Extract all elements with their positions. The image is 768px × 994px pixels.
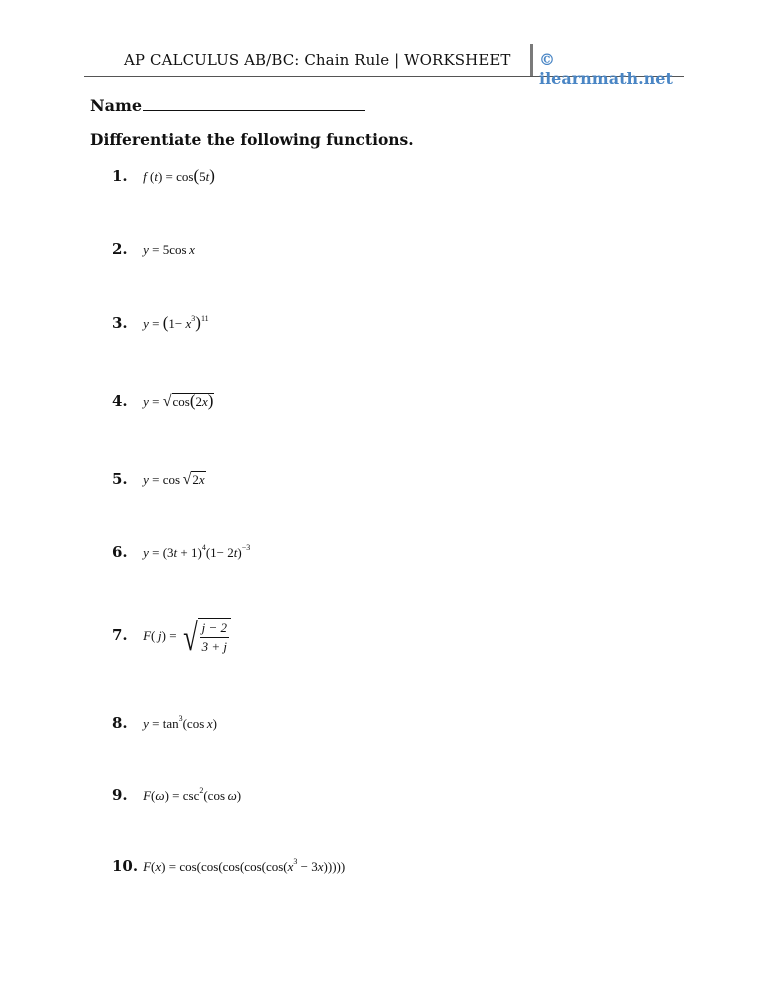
problem-expression: y = 5cos x (143, 242, 195, 257)
problem-number: 10. (112, 857, 139, 875)
problem-expression: $F(x) = \cos(\cos(\cos(\cos(\cos(x^3 - 3x)))))$ (143, 857, 346, 874)
problem-4 (112, 391, 214, 415)
problem-expression: $y = (3t + 1)^4(1- 2t)^{-3}$ (143, 543, 251, 560)
problem-number: 8. (112, 714, 128, 732)
problem-expression: y = √cos(2x) (143, 391, 214, 410)
problem-2 (112, 239, 195, 263)
problem-number: 3. (112, 314, 128, 332)
header-divider (530, 44, 533, 76)
name-blank[interactable] (143, 94, 365, 111)
worksheet-header (84, 44, 684, 88)
problem-5 (112, 469, 206, 493)
problem-1 (112, 166, 215, 190)
problem-number: 4. (112, 392, 128, 410)
problem-expression: $F(\omega) = \csc^2(\cos$ ω) (143, 786, 242, 803)
problem-7 (112, 617, 231, 659)
problem-expression: y = cos √2x (143, 471, 205, 488)
problem-3 (112, 313, 209, 337)
problem-expression: $y = (1- x^3)^{11}$ (143, 313, 209, 332)
name-field (90, 94, 365, 115)
problem-8 (112, 713, 217, 737)
problem-number: 5. (112, 470, 128, 488)
problem-expression: f (t) = cos(5t) (143, 166, 215, 185)
problem-number: 1. (112, 167, 128, 185)
name-label: Name (90, 96, 143, 115)
problem-expression: $y = \tan^3(\cos$ x) (143, 714, 217, 731)
fraction-numerator: j − 2 (200, 619, 229, 638)
fraction-denominator: 3 + j (201, 639, 228, 654)
problem-expression: F( j) = √ $\frac{j - 2}{3 + j}$ (143, 627, 231, 642)
instructions: Differentiate the following functions. (90, 130, 414, 149)
worksheet-title: AP CALCULUS AB/BC: Chain Rule | WORKSHEET (124, 51, 511, 69)
problem-number: 7. (112, 625, 128, 644)
problem-9 (112, 785, 241, 809)
site-credit: © ilearnmath.net (539, 50, 673, 88)
problem-number: 2. (112, 240, 128, 258)
problem-number: 6. (112, 543, 128, 561)
problem-number: 9. (112, 786, 128, 804)
problem-6 (112, 542, 250, 566)
problem-10 (112, 856, 345, 880)
